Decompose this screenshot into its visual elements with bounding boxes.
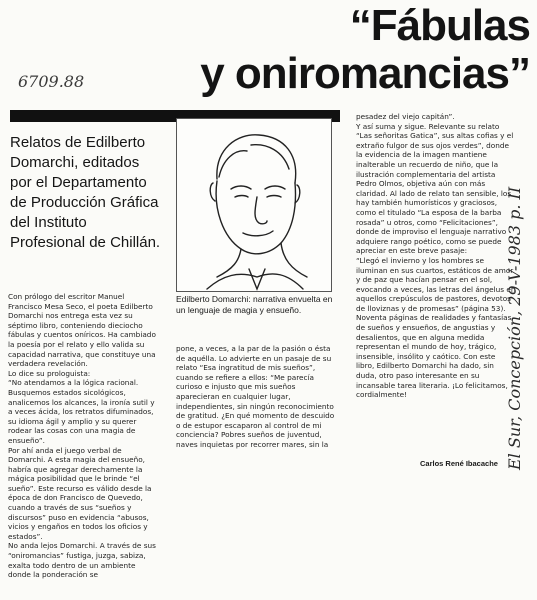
paragraph: Por ahí anda el juego verbal de Domarchi. A esta magia del ensueño, habría que agregar derechamente la mágica posibilidad que le brinde “el sueño”. Este recurso es válido desde la época de don Francisco de Quevedo, cuando a través de sus “sueños y discursos” puso en evidencia “abusos, vicios y engaños en todos los oficios y estados”. [8,445,152,541]
portrait-sketch-icon [177,119,331,291]
paragraph: Con prólogo del escritor Manuel Francisco Mesa Seco, el poeta Edilberto Domarchi nos entrega esta vez su séptimo libro, conteniendo dieciocho fábulas y cuentos oníricos. Ha cambiado la poesía por el relato y ello valida su capacidad narrativa, que constituye una verdadera revelación. [8,292,156,369]
article-subhead: Relatos de Edilberto Domarchi, editados por el Departamento de Producción Gráfica del Instituto Profesional de Chillán. [10,134,161,251]
handwritten-source-note: El Sur, Concepción, 29-V-1983 p. II [505,186,524,470]
headline-line-2: y oniromancias” [200,49,530,98]
paragraph: pone, a veces, a la par de la pasión o ésta de aquélla. Lo advierte en un pasaje de su relato “Esa ingratitud de mis sueños”, cuando se refiere a ellos: “Me parecía curioso e injusto que mis sueños aparecieran en cualquier lugar, independientes, sin ningún reconocimiento de gratitud. ¿En qué momento de descuido o de estupor escaparon al control de mi conciencia? Pobres sueños de juventud, naves inquietas por recorrer mares, sin la [176,344,335,449]
paragraph: Lo dice su prologuista: [8,368,91,378]
paragraph: Y así suma y sigue. Relevante su relato “Las señoritas Gatica”, sus altas cofias y el extraño fulgor de sus ojos verdes”, donde la evidencia de la imagen mantiene inalterable un recuerdo de niño, que la ilustración complementaria del artista Pedro Olmos, objetiva aún con más claridad. Al lado de relato tan sensible, los hay también humorísticos y graciosos, como el titulado “La esposa de la barba rosada” u otros, como “Felicitaciones”, donde de improviso el lenguaje narrativo adquiere rango poético, como se puede apreciar en este breve pasaje: [356,121,514,256]
body-column-3 [356,112,516,400]
handwritten-catalog-number: 6709.88 [18,72,85,91]
paragraph: “Llegó el invierno y los hombres se iluminan en sus cuartos, estáticos de amor y de paz que hacían pensar en el sol, evocando a veces, las letras del ángelus en aquellos crepúsculos de pastores, devotos de lloviznas y de promesas” (página 53). [356,255,516,313]
paragraph: “No atendamos a la lógica racional. Busquemos estados sicológicos, analicemos los alcances, la ironía sutil y a veces ácida, los retratos difuminados, su idioma ágil y amplio y su querer rodear las cosas con una magia de ensueño”. [8,378,155,445]
body-column-2 [176,344,336,450]
body-column-1 [8,292,156,580]
paragraph: No anda lejos Domarchi. A través de sus “oniromancias” fustiga, juzga, sabiza, exalta todo dentro de un ambiente donde la ponderación se [8,541,156,580]
author-portrait-drawing [176,118,332,292]
article-headline [150,2,530,98]
paragraph: Noventa páginas de realidades y fantasías, de sueños y ensueños, de angustias y desalientos, que en alguna medida representan el mundo de hoy, trágico, insensible, insólito y caótico. Con este libro, Edilberto Domarchi ha dado, sin duda, otro paso interesante en su incansable tarea literaria. ¡Lo felicitamos, cordialmente! [356,313,514,400]
headline-line-1: “Fábulas [349,1,530,50]
author-byline: Carlos René Ibacache [420,459,498,468]
portrait-caption: Edilberto Domarchi: narrativa envuelta en un lenguaje de magia y ensueño. [176,294,333,315]
paragraph: pesadez del viejo capitán”. [356,112,455,121]
